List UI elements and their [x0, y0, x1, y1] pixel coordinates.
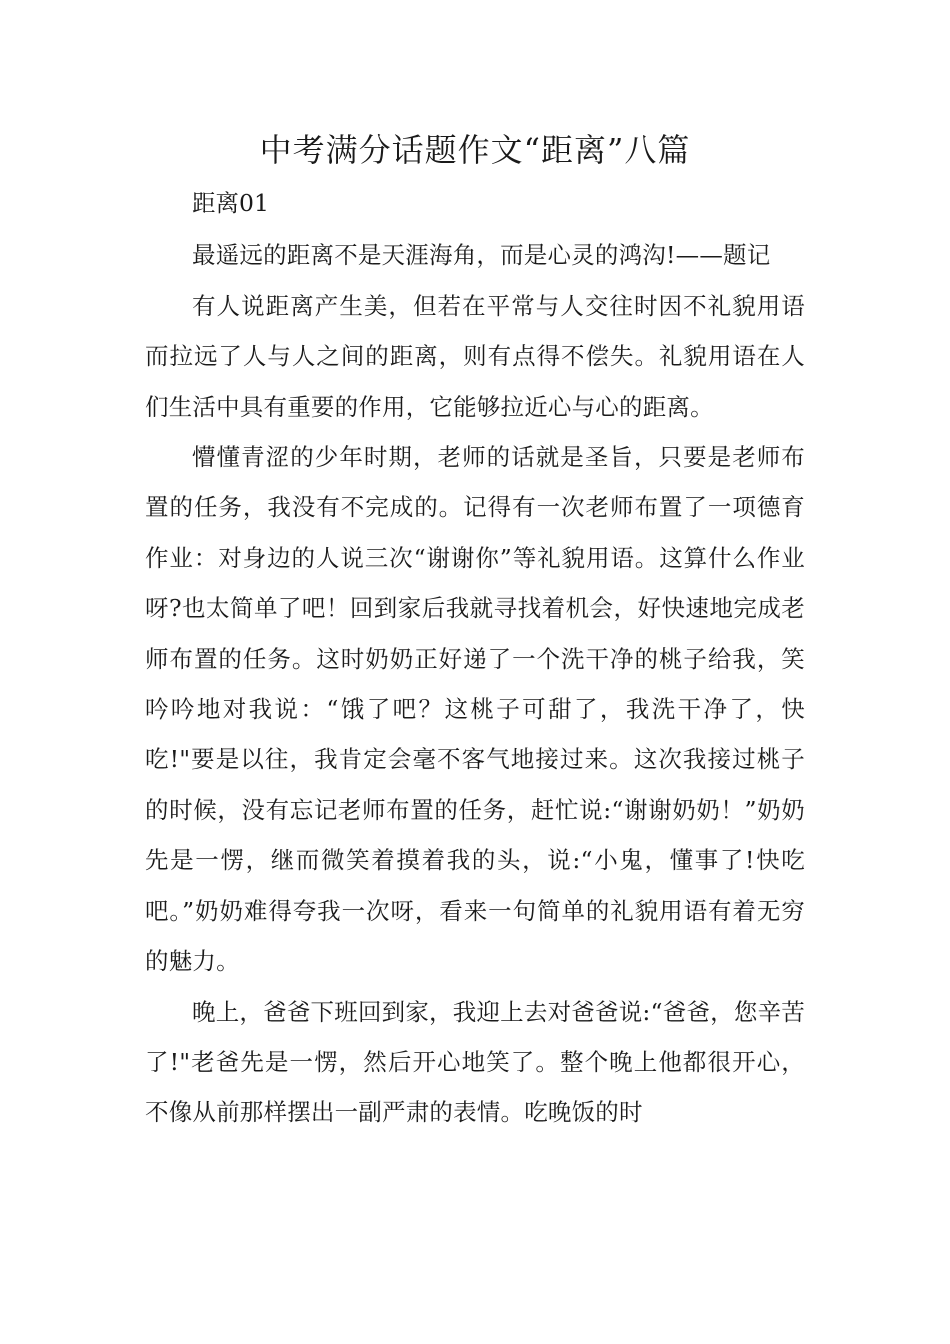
paragraph-epigraph: 最遥远的距离不是天涯海角，而是心灵的鸿沟!——题记: [192, 241, 771, 270]
section-label: 距离01: [192, 189, 269, 217]
paragraph-grandma-story: 懵懂青涩的少年时期，老师的话就是圣旨，只要是老师布置的任务，我没有不完成的。记得有一次老师布置了一项德育作业：对身边的人说三次“谢谢你”等礼貌用语。这算什么作业呀?也太简单了吧！回到家后我就寻找着机会，好快速地完成老师布置的任务。这时奶奶正好递了一个洗干净的桃子给我，笑吟吟地对我说：“饿了吧？这桃子可甜了，我洗干净了，快吃!"要是以往，我肯定会毫不客气地接过来。这次我接过桃子的时候，没有忘记老师布置的任务，赶忙说:“谢谢奶奶！”奶奶先是一愣，继而微笑着摸着我的头，说:“小鬼，懂事了!快吃吧。”奶奶难得夸我一次呀，看来一句简单的礼貌用语有着无穷的魅力。: [145, 443, 805, 976]
document-body: [145, 178, 805, 1138]
paragraph-father-story: 晚上，爸爸下班回到家，我迎上去对爸爸说:“爸爸，您辛苦了!"老爸先是一愣，然后开心地笑了。整个晚上他都很开心，不像从前那样摆出一副严肃的表情。吃晚饭的时: [145, 997, 805, 1127]
document-title: 中考满分话题作文“距离”八篇: [259, 131, 691, 169]
paragraph-intro: 有人说距离产生美，但若在平常与人交往时因不礼貌用语而拉远了人与人之间的距离，则有点得不偿失。礼貌用语在人们生活中具有重要的作用，它能够拉近心与心的距离。: [145, 291, 805, 421]
